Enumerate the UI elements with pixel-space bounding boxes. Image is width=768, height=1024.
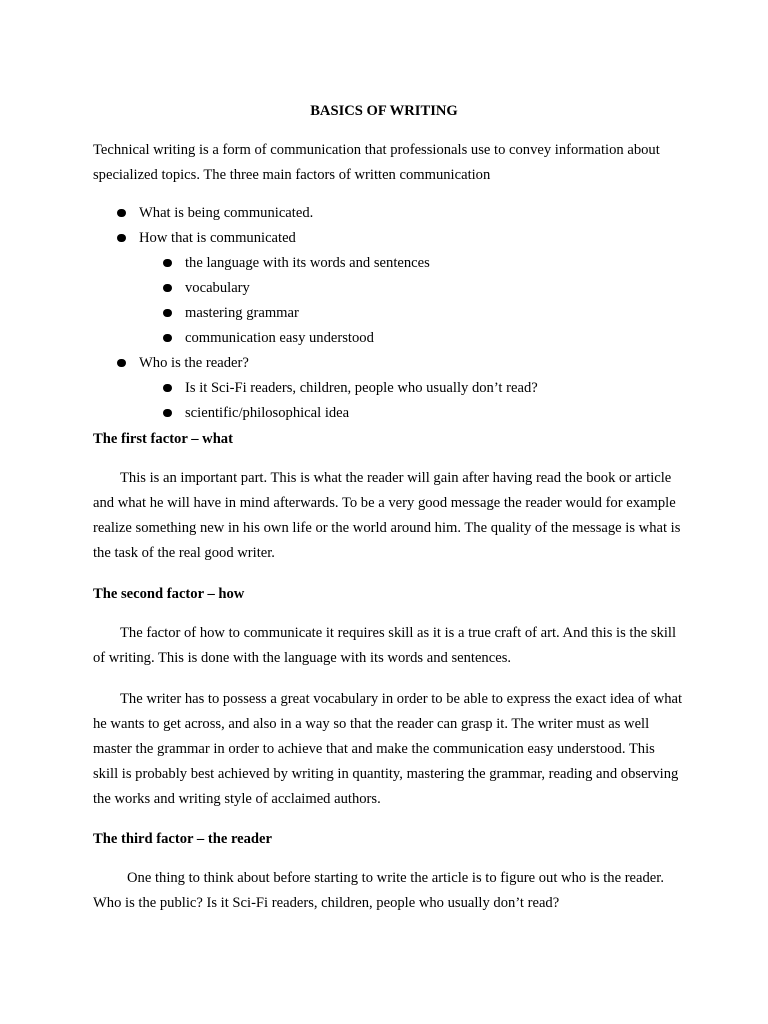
- first-factor-paragraph: This is an important part. This is what the reader will gain after having read the book or article and what he will have in mind afterwards. To be a very good message the reader would for example realize something new in his own life or the world around him. The quality of the message is what is the task of the real good writer.: [93, 470, 681, 561]
- second-factor-paragraph-2: The writer has to possess a great vocabulary in order to be able to express the exact idea of what he wants to get across, and also in a way so that the reader can grasp it. The writer must as well master the grammar in order to achieve that and make the communication easy understood. This skill is probably best achieved by writing in quantity, mastering the grammar, reading and observing the works and writing style of acclaimed authors.: [93, 691, 683, 807]
- list-item-text: mastering grammar: [185, 305, 299, 321]
- document-title: BASICS OF WRITING: [310, 103, 458, 119]
- bullet-icon: [163, 259, 172, 268]
- section-heading-second: The second factor – how: [93, 586, 245, 602]
- bullet-icon: [163, 334, 172, 343]
- bullet-icon: [117, 209, 126, 218]
- list-item-text: vocabulary: [185, 280, 250, 296]
- list-item-text: communication easy understood: [185, 330, 374, 346]
- bullet-icon: [163, 284, 172, 293]
- section-heading-third: The third factor – the reader: [93, 831, 273, 847]
- list-item-text: How that is communicated: [139, 230, 296, 246]
- bullet-icon: [163, 409, 172, 418]
- section-heading-first: The first factor – what: [93, 431, 233, 447]
- list-item-text: Who is the reader?: [139, 355, 249, 371]
- bullet-icon: [117, 359, 126, 368]
- bullet-icon: [117, 234, 126, 243]
- second-factor-paragraph-1: The factor of how to communicate it requires skill as it is a true craft of art. And this is the skill of writing. This is done with the language with its words and sentences.: [93, 625, 677, 666]
- bullet-icon: [163, 309, 172, 318]
- list-item-text: scientific/philosophical idea: [185, 405, 350, 421]
- intro-paragraph: Technical writing is a form of communication that professionals use to convey information about specialized topics. The three main factors of written communication: [93, 142, 660, 183]
- list-item-text: Is it Sci-Fi readers, children, people who usually don’t read?: [185, 380, 538, 396]
- list-item-text: the language with its words and sentences: [185, 255, 430, 271]
- third-factor-paragraph: One thing to think about before starting to write the article is to figure out who is the reader. Who is the public? Is it Sci-Fi readers, children, people who usually don’t read?: [93, 870, 664, 911]
- bullet-icon: [163, 384, 172, 393]
- list-item-text: What is being communicated.: [139, 205, 314, 221]
